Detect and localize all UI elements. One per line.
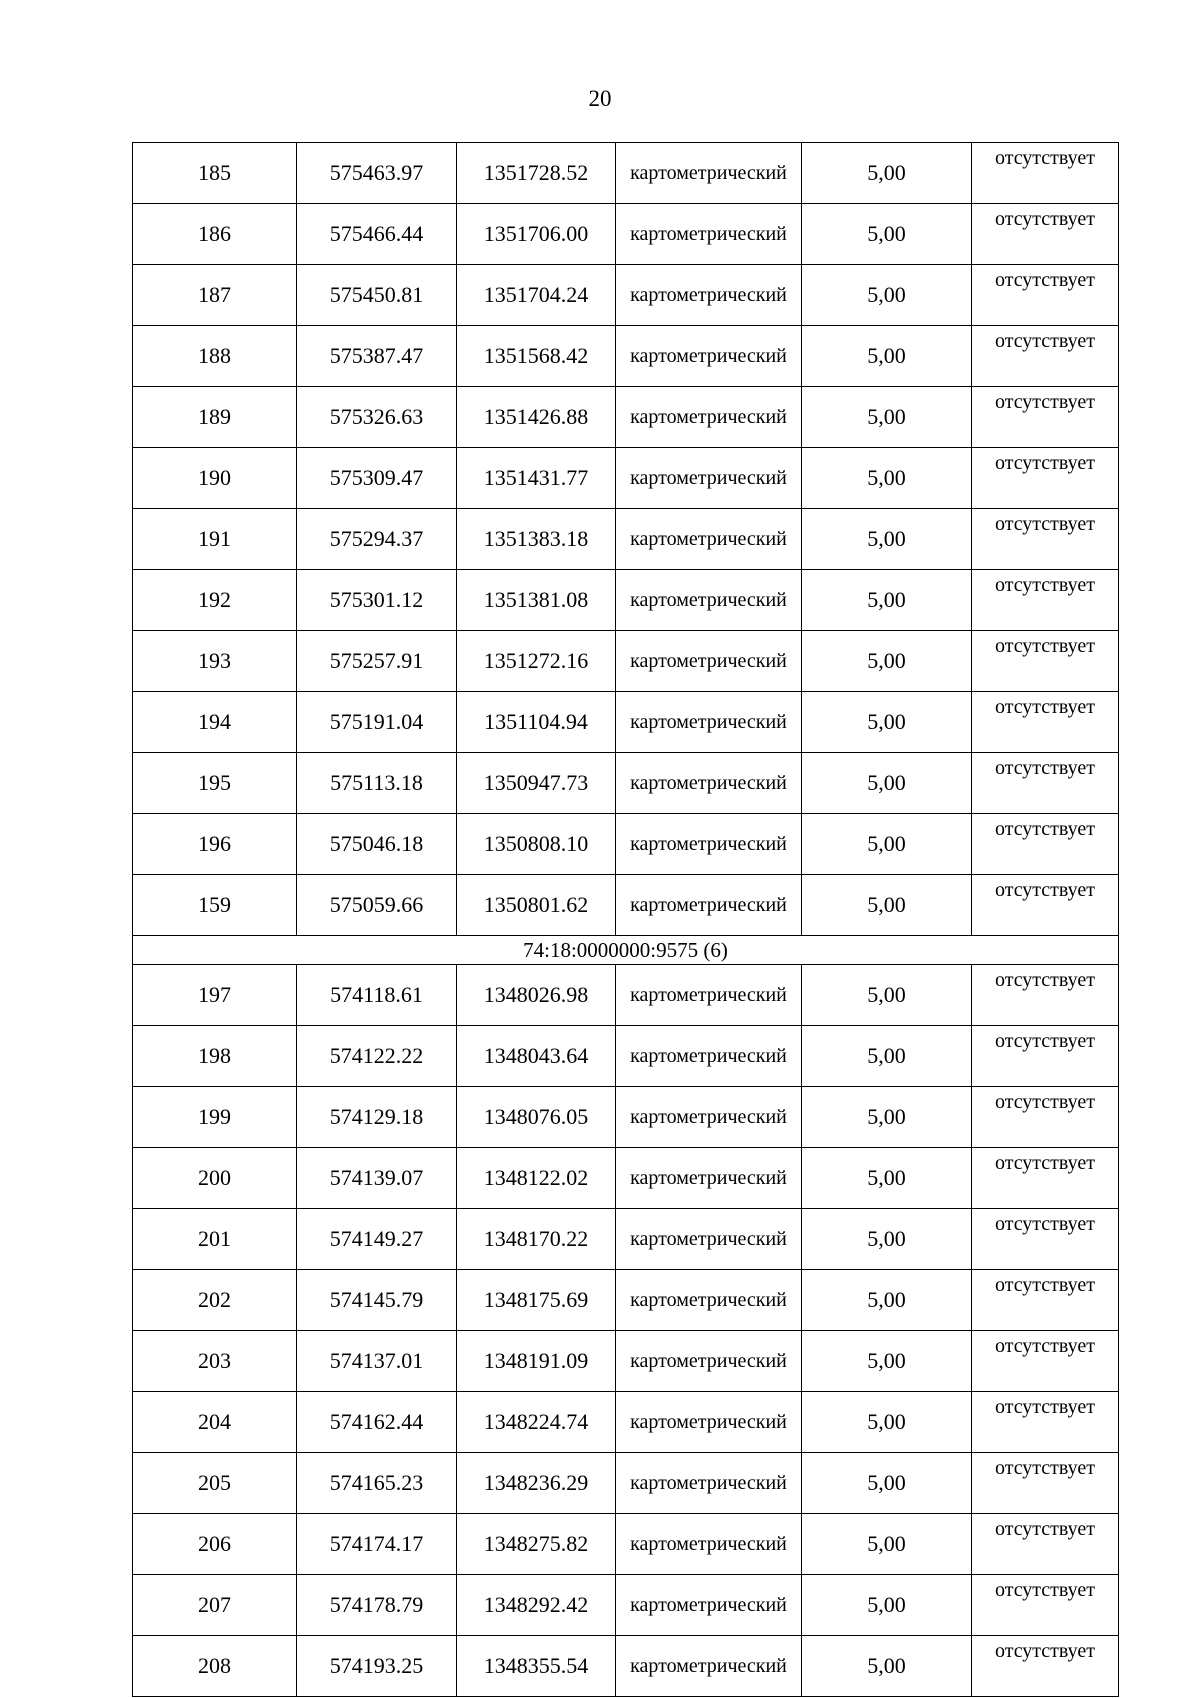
x-coordinate-cell: 574162.44 <box>297 1392 457 1453</box>
table-row <box>133 965 1119 1026</box>
method-cell: картометрический <box>616 1453 802 1514</box>
x-coordinate-cell: 575294.37 <box>297 509 457 570</box>
x-coordinate-cell: 575059.66 <box>297 875 457 936</box>
point-number-cell: 206 <box>133 1514 297 1575</box>
accuracy-cell: 5,00 <box>802 965 972 1026</box>
description-cell: отсутствует <box>972 143 1119 204</box>
method-cell: картометрический <box>616 1636 802 1697</box>
point-number-cell: 196 <box>133 814 297 875</box>
method-cell: картометрический <box>616 631 802 692</box>
table-row <box>133 753 1119 814</box>
table-row <box>133 265 1119 326</box>
y-coordinate-cell: 1350947.73 <box>457 753 616 814</box>
point-number-cell: 202 <box>133 1270 297 1331</box>
method-cell: картометрический <box>616 875 802 936</box>
y-coordinate-cell: 1351728.52 <box>457 143 616 204</box>
method-cell: картометрический <box>616 265 802 326</box>
description-cell: отсутствует <box>972 1209 1119 1270</box>
y-coordinate-cell: 1348170.22 <box>457 1209 616 1270</box>
description-cell: отсутствует <box>972 753 1119 814</box>
point-number-cell: 185 <box>133 143 297 204</box>
description-cell: отсутствует <box>972 1453 1119 1514</box>
description-cell: отсутствует <box>972 1636 1119 1697</box>
x-coordinate-cell: 574118.61 <box>297 965 457 1026</box>
x-coordinate-cell: 575450.81 <box>297 265 457 326</box>
description-cell: отсутствует <box>972 387 1119 448</box>
x-coordinate-cell: 574139.07 <box>297 1148 457 1209</box>
y-coordinate-cell: 1348355.54 <box>457 1636 616 1697</box>
method-cell: картометрический <box>616 1331 802 1392</box>
y-coordinate-cell: 1351706.00 <box>457 204 616 265</box>
point-number-cell: 207 <box>133 1575 297 1636</box>
description-cell: отсутствует <box>972 875 1119 936</box>
y-coordinate-cell: 1348122.02 <box>457 1148 616 1209</box>
method-cell: картометрический <box>616 1514 802 1575</box>
description-cell: отсутствует <box>972 1148 1119 1209</box>
x-coordinate-cell: 575466.44 <box>297 204 457 265</box>
accuracy-cell: 5,00 <box>802 631 972 692</box>
accuracy-cell: 5,00 <box>802 326 972 387</box>
y-coordinate-cell: 1351381.08 <box>457 570 616 631</box>
description-cell: отсутствует <box>972 204 1119 265</box>
accuracy-cell: 5,00 <box>802 814 972 875</box>
page-number: 20 <box>588 86 612 111</box>
method-cell: картометрический <box>616 692 802 753</box>
point-number-cell: 200 <box>133 1148 297 1209</box>
y-coordinate-cell: 1348026.98 <box>457 965 616 1026</box>
point-number-cell: 193 <box>133 631 297 692</box>
description-cell: отсутствует <box>972 1331 1119 1392</box>
x-coordinate-cell: 575387.47 <box>297 326 457 387</box>
x-coordinate-cell: 574165.23 <box>297 1453 457 1514</box>
point-number-cell: 195 <box>133 753 297 814</box>
accuracy-cell: 5,00 <box>802 204 972 265</box>
y-coordinate-cell: 1351704.24 <box>457 265 616 326</box>
table-row <box>133 1087 1119 1148</box>
accuracy-cell: 5,00 <box>802 1331 972 1392</box>
x-coordinate-cell: 575463.97 <box>297 143 457 204</box>
method-cell: картометрический <box>616 1270 802 1331</box>
point-number-cell: 189 <box>133 387 297 448</box>
table-row <box>133 570 1119 631</box>
point-number-cell: 190 <box>133 448 297 509</box>
accuracy-cell: 5,00 <box>802 570 972 631</box>
method-cell: картометрический <box>616 387 802 448</box>
accuracy-cell: 5,00 <box>802 753 972 814</box>
description-cell: отсутствует <box>972 1270 1119 1331</box>
accuracy-cell: 5,00 <box>802 387 972 448</box>
table-row <box>133 509 1119 570</box>
description-cell: отсутствует <box>972 1087 1119 1148</box>
x-coordinate-cell: 574122.22 <box>297 1026 457 1087</box>
x-coordinate-cell: 575113.18 <box>297 753 457 814</box>
y-coordinate-cell: 1351104.94 <box>457 692 616 753</box>
point-number-cell: 188 <box>133 326 297 387</box>
y-coordinate-cell: 1351426.88 <box>457 387 616 448</box>
method-cell: картометрический <box>616 753 802 814</box>
accuracy-cell: 5,00 <box>802 1087 972 1148</box>
table-row <box>133 1331 1119 1392</box>
description-cell: отсутствует <box>972 814 1119 875</box>
table-row <box>133 1270 1119 1331</box>
accuracy-cell: 5,00 <box>802 1148 972 1209</box>
method-cell: картометрический <box>616 326 802 387</box>
table-row <box>133 143 1119 204</box>
method-cell: картометрический <box>616 1209 802 1270</box>
y-coordinate-cell: 1348275.82 <box>457 1514 616 1575</box>
table-row <box>133 387 1119 448</box>
y-coordinate-cell: 1351431.77 <box>457 448 616 509</box>
y-coordinate-cell: 1348224.74 <box>457 1392 616 1453</box>
table-row <box>133 326 1119 387</box>
point-number-cell: 187 <box>133 265 297 326</box>
accuracy-cell: 5,00 <box>802 1453 972 1514</box>
method-cell: картометрический <box>616 204 802 265</box>
accuracy-cell: 5,00 <box>802 1209 972 1270</box>
description-cell: отсутствует <box>972 692 1119 753</box>
table-row <box>133 1514 1119 1575</box>
point-number-cell: 203 <box>133 1331 297 1392</box>
y-coordinate-cell: 1351383.18 <box>457 509 616 570</box>
point-number-cell: 194 <box>133 692 297 753</box>
method-cell: картометрический <box>616 570 802 631</box>
table-row <box>133 875 1119 936</box>
description-cell: отсутствует <box>972 265 1119 326</box>
method-cell: картометрический <box>616 965 802 1026</box>
description-cell: отсутствует <box>972 570 1119 631</box>
table-row <box>133 814 1119 875</box>
accuracy-cell: 5,00 <box>802 1026 972 1087</box>
accuracy-cell: 5,00 <box>802 448 972 509</box>
point-number-cell: 192 <box>133 570 297 631</box>
point-number-cell: 198 <box>133 1026 297 1087</box>
x-coordinate-cell: 574145.79 <box>297 1270 457 1331</box>
y-coordinate-cell: 1348076.05 <box>457 1087 616 1148</box>
description-cell: отсутствует <box>972 631 1119 692</box>
table-row <box>133 1026 1119 1087</box>
coordinates-table-body <box>133 143 1119 1697</box>
method-cell: картометрический <box>616 1087 802 1148</box>
y-coordinate-cell: 1348043.64 <box>457 1026 616 1087</box>
accuracy-cell: 5,00 <box>802 1636 972 1697</box>
description-cell: отсутствует <box>972 1575 1119 1636</box>
x-coordinate-cell: 575301.12 <box>297 570 457 631</box>
table-row <box>133 1148 1119 1209</box>
accuracy-cell: 5,00 <box>802 875 972 936</box>
description-cell: отсутствует <box>972 326 1119 387</box>
method-cell: картометрический <box>616 1148 802 1209</box>
y-coordinate-cell: 1351272.16 <box>457 631 616 692</box>
point-number-cell: 159 <box>133 875 297 936</box>
table-row <box>133 448 1119 509</box>
y-coordinate-cell: 1351568.42 <box>457 326 616 387</box>
x-coordinate-cell: 574137.01 <box>297 1331 457 1392</box>
point-number-cell: 186 <box>133 204 297 265</box>
table-row <box>133 1575 1119 1636</box>
description-cell: отсутствует <box>972 1026 1119 1087</box>
x-coordinate-cell: 575046.18 <box>297 814 457 875</box>
y-coordinate-cell: 1348236.29 <box>457 1453 616 1514</box>
description-cell: отсутствует <box>972 965 1119 1026</box>
point-number-cell: 201 <box>133 1209 297 1270</box>
point-number-cell: 197 <box>133 965 297 1026</box>
point-number-cell: 204 <box>133 1392 297 1453</box>
accuracy-cell: 5,00 <box>802 692 972 753</box>
accuracy-cell: 5,00 <box>802 509 972 570</box>
table-row <box>133 204 1119 265</box>
coordinates-table <box>132 142 1119 1697</box>
point-number-cell: 191 <box>133 509 297 570</box>
accuracy-cell: 5,00 <box>802 1575 972 1636</box>
method-cell: картометрический <box>616 143 802 204</box>
section-heading-row <box>133 936 1119 965</box>
method-cell: картометрический <box>616 448 802 509</box>
x-coordinate-cell: 574178.79 <box>297 1575 457 1636</box>
method-cell: картометрический <box>616 1392 802 1453</box>
point-number-cell: 199 <box>133 1087 297 1148</box>
y-coordinate-cell: 1348191.09 <box>457 1331 616 1392</box>
accuracy-cell: 5,00 <box>802 143 972 204</box>
description-cell: отсутствует <box>972 1514 1119 1575</box>
y-coordinate-cell: 1350801.62 <box>457 875 616 936</box>
y-coordinate-cell: 1348175.69 <box>457 1270 616 1331</box>
table-row <box>133 1392 1119 1453</box>
table-row <box>133 1453 1119 1514</box>
accuracy-cell: 5,00 <box>802 1514 972 1575</box>
point-number-cell: 208 <box>133 1636 297 1697</box>
description-cell: отсутствует <box>972 448 1119 509</box>
description-cell: отсутствует <box>972 1392 1119 1453</box>
accuracy-cell: 5,00 <box>802 1270 972 1331</box>
x-coordinate-cell: 574129.18 <box>297 1087 457 1148</box>
table-row <box>133 692 1119 753</box>
method-cell: картометрический <box>616 814 802 875</box>
x-coordinate-cell: 575191.04 <box>297 692 457 753</box>
x-coordinate-cell: 574174.17 <box>297 1514 457 1575</box>
x-coordinate-cell: 575309.47 <box>297 448 457 509</box>
y-coordinate-cell: 1348292.42 <box>457 1575 616 1636</box>
method-cell: картометрический <box>616 1575 802 1636</box>
cadastral-number-heading: 74:18:0000000:9575 (6) <box>133 936 1119 965</box>
method-cell: картометрический <box>616 509 802 570</box>
description-cell: отсутствует <box>972 509 1119 570</box>
point-number-cell: 205 <box>133 1453 297 1514</box>
x-coordinate-cell: 575326.63 <box>297 387 457 448</box>
y-coordinate-cell: 1350808.10 <box>457 814 616 875</box>
table-row <box>133 631 1119 692</box>
x-coordinate-cell: 574149.27 <box>297 1209 457 1270</box>
x-coordinate-cell: 575257.91 <box>297 631 457 692</box>
x-coordinate-cell: 574193.25 <box>297 1636 457 1697</box>
table-row <box>133 1636 1119 1697</box>
method-cell: картометрический <box>616 1026 802 1087</box>
accuracy-cell: 5,00 <box>802 265 972 326</box>
accuracy-cell: 5,00 <box>802 1392 972 1453</box>
table-row <box>133 1209 1119 1270</box>
